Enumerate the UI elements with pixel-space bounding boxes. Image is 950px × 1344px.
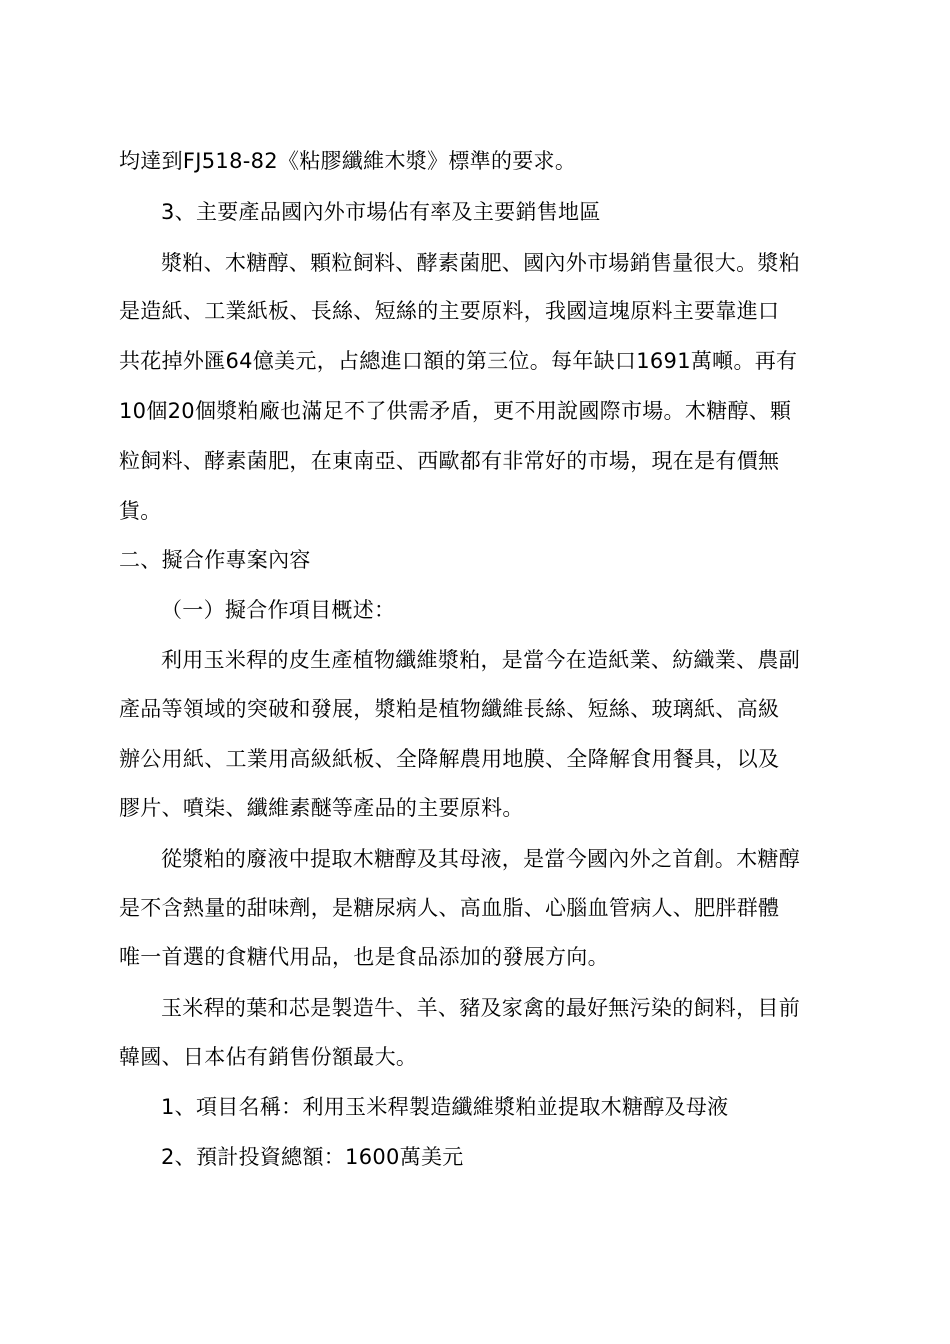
text-line: 均達到FJ518-82《粘膠纖維木漿》標準的要求。 [119,149,577,173]
text-line: 貨。 [119,499,162,523]
list-item: 1、項目名稱：利用玉米稈製造纖維漿粕並提取木糖醇及母液 [161,1095,729,1119]
text-line: 從漿粕的廢液中提取木糖醇及其母液，是當今國內外之首創。木糖醇 [161,847,800,871]
text-line: 粒飼料、酵素菌肥，在東南亞、西歐都有非常好的市場，現在是有價無 [119,449,780,473]
text-line: 唯一首選的食糖代用品，也是食品添加的發展方向。 [119,945,609,969]
section-heading: 3、主要產品國內外市場佔有率及主要銷售地區 [161,200,601,224]
text-line: 膠片、噴柒、纖維素醚等產品的主要原料。 [119,796,524,820]
section-heading: 二、擬合作專案內容 [119,548,311,572]
list-item: 2、預計投資總額：1600萬美元 [161,1145,464,1169]
subsection-heading: （一）擬合作項目概述： [161,598,396,622]
text-line: 是造紙、工業紙板、長絲、短絲的主要原料，我國這塊原料主要靠進口 [119,299,780,323]
text-line: 共花掉外匯64億美元，占總進口額的第三位。每年缺口1691萬噸。再有 [119,349,798,373]
text-line: 產品等領域的突破和發展，漿粕是植物纖維長絲、短絲、玻璃紙、高級 [119,697,780,721]
text-line: 辦公用紙、工業用高級紙板、全降解農用地膜、全降解食用餐具，以及 [119,747,780,771]
text-line: 是不含熱量的甜味劑，是糖尿病人、高血脂、心腦血管病人、肥胖群體 [119,896,780,920]
text-line: 韓國、日本佔有銷售份額最大。 [119,1045,418,1069]
text-line: 玉米稈的葉和芯是製造牛、羊、豬及家禽的最好無污染的飼料，目前 [161,996,800,1020]
text-line: 10個20個漿粕廠也滿足不了供需矛盾，更不用說國際市場。木糖醇、顆 [119,399,792,423]
text-line: 利用玉米稈的皮生產植物纖維漿粕，是當今在造紙業、紡織業、農副 [161,648,800,672]
text-line: 漿粕、木糖醇、顆粒飼料、酵素菌肥、國內外市場銷售量很大。漿粕 [161,251,800,275]
